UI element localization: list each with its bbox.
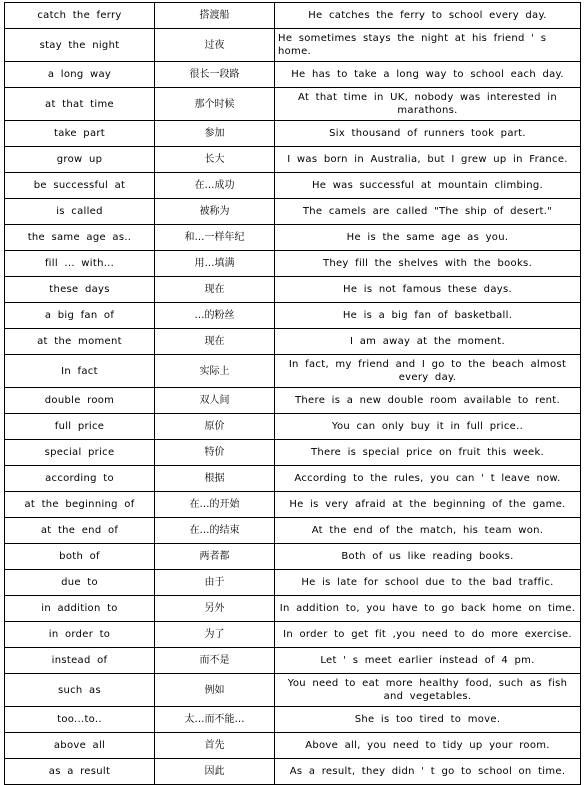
phrase-cell: as a result — [5, 759, 155, 785]
table-row — [5, 707, 581, 733]
table-row — [5, 173, 581, 199]
meaning-cell: 在…的开始 — [155, 492, 275, 518]
phrase-cell: in order to — [5, 622, 155, 648]
table-row — [5, 596, 581, 622]
example-cell: He is not famous these days. — [275, 277, 581, 303]
phrase-cell: a big fan of — [5, 303, 155, 329]
phrase-cell: according to — [5, 466, 155, 492]
meaning-cell: 太…而不能… — [155, 707, 275, 733]
example-cell: As a result, they didn ' t go to school on time. — [275, 759, 581, 785]
example-cell: There is a new double room available to rent. — [275, 388, 581, 414]
table-row — [5, 303, 581, 329]
meaning-cell: 在…的结束 — [155, 518, 275, 544]
phrase-cell: In fact — [5, 355, 155, 388]
table-row — [5, 277, 581, 303]
example-cell: He has to take a long way to school each day. — [275, 62, 581, 88]
example-cell: She is too tired to move. — [275, 707, 581, 733]
table-row — [5, 355, 581, 388]
phrase-cell: due to — [5, 570, 155, 596]
meaning-cell: 现在 — [155, 277, 275, 303]
meaning-cell: 首先 — [155, 733, 275, 759]
meaning-cell: 双人间 — [155, 388, 275, 414]
example-cell: He sometimes stays the night at his friend ' s home. — [275, 29, 581, 62]
meaning-cell: 搭渡船 — [155, 3, 275, 29]
meaning-cell: 过夜 — [155, 29, 275, 62]
phrase-cell: too...to.. — [5, 707, 155, 733]
meaning-cell: 另外 — [155, 596, 275, 622]
phrase-cell: these days — [5, 277, 155, 303]
phrase-cell: special price — [5, 440, 155, 466]
table-row — [5, 329, 581, 355]
meaning-cell: 用…填满 — [155, 251, 275, 277]
example-cell: He is very afraid at the beginning of the game. — [275, 492, 581, 518]
phrase-cell: take part — [5, 121, 155, 147]
meaning-cell: 在…成功 — [155, 173, 275, 199]
phrase-cell: at that time — [5, 88, 155, 121]
table-row — [5, 648, 581, 674]
meaning-cell: 参加 — [155, 121, 275, 147]
phrase-cell: above all — [5, 733, 155, 759]
table-row — [5, 570, 581, 596]
example-cell: He is a big fan of basketball. — [275, 303, 581, 329]
table-row — [5, 29, 581, 62]
table-row — [5, 88, 581, 121]
table-row — [5, 199, 581, 225]
meaning-cell: 由于 — [155, 570, 275, 596]
phrase-cell: is called — [5, 199, 155, 225]
example-cell: In fact, my friend and I go to the beach almost every day. — [275, 355, 581, 388]
phrase-cell: grow up — [5, 147, 155, 173]
example-cell: The camels are called "The ship of desert." — [275, 199, 581, 225]
meaning-cell: 很长一段路 — [155, 62, 275, 88]
vocabulary-table-body — [5, 3, 581, 785]
table-row — [5, 518, 581, 544]
phrase-cell: both of — [5, 544, 155, 570]
meaning-cell: 原价 — [155, 414, 275, 440]
table-row — [5, 251, 581, 277]
meaning-cell: 两者都 — [155, 544, 275, 570]
phrase-cell: the same age as.. — [5, 225, 155, 251]
vocabulary-table — [4, 2, 581, 785]
example-cell: According to the rules, you can ' t leave now. — [275, 466, 581, 492]
table-row — [5, 388, 581, 414]
example-cell: In order to get fit ,you need to do more exercise. — [275, 622, 581, 648]
meaning-cell: 现在 — [155, 329, 275, 355]
meaning-cell: 为了 — [155, 622, 275, 648]
example-cell: Six thousand of runners took part. — [275, 121, 581, 147]
table-row — [5, 62, 581, 88]
meaning-cell: 而不是 — [155, 648, 275, 674]
example-cell: There is special price on fruit this week. — [275, 440, 581, 466]
table-row — [5, 147, 581, 173]
phrase-cell: at the beginning of — [5, 492, 155, 518]
table-row — [5, 440, 581, 466]
phrase-cell: at the end of — [5, 518, 155, 544]
example-cell: At the end of the match, his team won. — [275, 518, 581, 544]
meaning-cell: 长大 — [155, 147, 275, 173]
example-cell: You can only buy it in full price.. — [275, 414, 581, 440]
example-cell: He is late for school due to the bad traffic. — [275, 570, 581, 596]
phrase-cell: stay the night — [5, 29, 155, 62]
example-cell: He is the same age as you. — [275, 225, 581, 251]
table-row — [5, 121, 581, 147]
meaning-cell: 特价 — [155, 440, 275, 466]
meaning-cell: 根据 — [155, 466, 275, 492]
example-cell: At that time in UK, nobody was interested in marathons. — [275, 88, 581, 121]
example-cell: He was successful at mountain climbing. — [275, 173, 581, 199]
meaning-cell: 被称为 — [155, 199, 275, 225]
phrase-cell: at the moment — [5, 329, 155, 355]
meaning-cell: 因此 — [155, 759, 275, 785]
phrase-cell: double room — [5, 388, 155, 414]
table-row — [5, 622, 581, 648]
example-cell: Both of us like reading books. — [275, 544, 581, 570]
phrase-cell: in addition to — [5, 596, 155, 622]
table-row — [5, 733, 581, 759]
table-row — [5, 414, 581, 440]
phrase-cell: full price — [5, 414, 155, 440]
phrase-cell: such as — [5, 674, 155, 707]
meaning-cell: 例如 — [155, 674, 275, 707]
meaning-cell: 那个时候 — [155, 88, 275, 121]
meaning-cell: 实际上 — [155, 355, 275, 388]
example-cell: He catches the ferry to school every day. — [275, 3, 581, 29]
example-cell: You need to eat more healthy food, such as fish and vegetables. — [275, 674, 581, 707]
example-cell: I was born in Australia, but I grew up in France. — [275, 147, 581, 173]
phrase-cell: fill ... with... — [5, 251, 155, 277]
example-cell: I am away at the moment. — [275, 329, 581, 355]
example-cell: In addition to, you have to go back home on time. — [275, 596, 581, 622]
example-cell: Above all, you need to tidy up your room. — [275, 733, 581, 759]
meaning-cell: …的粉丝 — [155, 303, 275, 329]
table-row — [5, 466, 581, 492]
table-row — [5, 225, 581, 251]
example-cell: Let ' s meet earlier instead of 4 pm. — [275, 648, 581, 674]
table-row — [5, 492, 581, 518]
example-cell: They fill the shelves with the books. — [275, 251, 581, 277]
phrase-cell: be successful at — [5, 173, 155, 199]
phrase-cell: instead of — [5, 648, 155, 674]
phrase-cell: a long way — [5, 62, 155, 88]
phrase-cell: catch the ferry — [5, 3, 155, 29]
table-row — [5, 544, 581, 570]
table-row — [5, 3, 581, 29]
table-row — [5, 674, 581, 707]
meaning-cell: 和…一样年纪 — [155, 225, 275, 251]
table-row — [5, 759, 581, 785]
